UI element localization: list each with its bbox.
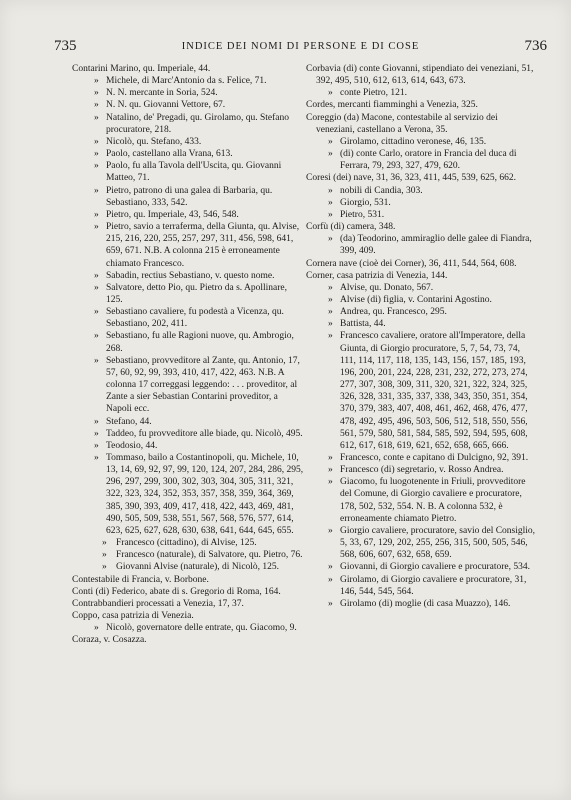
index-entry bbox=[72, 610, 304, 622]
ditto-mark: » bbox=[94, 88, 99, 99]
index-entry bbox=[306, 476, 538, 525]
entry-text: Corner, casa patrizia di Venezia, 144. bbox=[306, 270, 448, 281]
ditto-mark: » bbox=[94, 307, 99, 318]
index-entry bbox=[306, 233, 538, 257]
ditto-mark: » bbox=[328, 525, 333, 536]
ditto-mark: » bbox=[102, 550, 107, 561]
entry-text: Giovanni Alvise (naturale), di Nicolò, 125. bbox=[116, 562, 280, 573]
ditto-mark: » bbox=[94, 112, 99, 123]
entry-text: Michele, di Marc'Antonio da s. Felice, 71. bbox=[106, 76, 267, 87]
entry-text: Teodosio, 44. bbox=[106, 440, 158, 451]
entry-text: Girolamo, cittadino veronese, 46, 135. bbox=[340, 136, 487, 147]
index-entry bbox=[72, 634, 304, 646]
index-entry bbox=[72, 148, 304, 160]
index-entry bbox=[72, 355, 304, 416]
index-entry bbox=[306, 282, 538, 294]
index-entry bbox=[72, 452, 304, 537]
page-number-right: 736 bbox=[524, 38, 547, 54]
entry-text: (di) conte Carlo, oratore in Francia del duca di Ferrara, 79, 293, 327, 479, 620. bbox=[340, 149, 517, 172]
index-entry bbox=[72, 185, 304, 209]
index-entry bbox=[306, 525, 538, 561]
ditto-mark: » bbox=[328, 209, 333, 220]
entry-text: Contestabile di Francia, v. Borbone. bbox=[72, 574, 209, 585]
entry-text: Paolo, castellano alla Vrana, 613. bbox=[106, 149, 233, 160]
entry-text: Tommaso, bailo a Costantinopoli, qu. Michele, 10, 13, 14, 69, 92, 97, 99, 120, 124, 207, 284, 286, 295, 296, 297, 299, 300, 302, 303, 304, 305, 311, 321, 322, 323, 324, 352, 353, 357, 358, 359, 364, 369, 385, 390, 393, 409, 417, 418, 422, 443, 469, 481, 490, 505, 509, 538, 551, 567, 568, 576, 577, 614, 623, 625, 627, 628, 630, 638, 641, 644, 645, 655. bbox=[106, 453, 304, 536]
index-entry bbox=[306, 185, 538, 197]
entry-text: Stefano, 44. bbox=[106, 416, 152, 427]
ditto-mark: » bbox=[328, 477, 333, 488]
entry-text: Cornera nave (cioè dei Corner), 36, 411, 544, 564, 608. bbox=[306, 258, 517, 269]
index-entry bbox=[72, 574, 304, 586]
ditto-mark: » bbox=[94, 100, 99, 111]
ditto-mark: » bbox=[328, 319, 333, 330]
entry-text: Pietro, 531. bbox=[340, 209, 385, 220]
entry-text: Giovanni, di Giorgio cavaliere e procuratore, 534. bbox=[340, 562, 531, 573]
index-entry bbox=[306, 148, 538, 172]
ditto-mark: » bbox=[328, 453, 333, 463]
entry-text: N. N. qu. Giovanni Vettore, 67. bbox=[106, 100, 226, 111]
index-entry bbox=[306, 112, 538, 136]
page-header bbox=[54, 38, 547, 56]
entry-text: Francesco cavaliere, oratore all'Imperatore, della Giunta, di Giorgio procuratore, 5, 7, 54, 73, 74, 111, 114, 117, 118, 135, 143, 156, 157, 185, 193, 196, 200, 201, 224, 228, 231, 232, 272, 273, 274, 277, 307, 308, 309, 311, 320, 321, 322, 324, 325, 326, 328, 331, 335, 337, 338, 343, 350, 351, 354, 370, 379, 383, 407, 408, 461, 462, 468, 476, 477, 478, 492, 495, 496, 503, 506, 512, 518, 550, 556, 561, 579, 580, 581, 584, 585, 592, 594, 595, 608, 612, 617, 618, 619, 621, 652, 658, 665, 666. bbox=[340, 331, 528, 451]
index-entry bbox=[72, 561, 304, 573]
entry-text: Conti (di) Federico, abate di s. Gregorio di Roma, 164. bbox=[72, 586, 281, 597]
index-entry bbox=[306, 318, 538, 330]
ditto-mark: » bbox=[94, 270, 99, 281]
index-entry bbox=[72, 598, 304, 610]
ditto-mark: » bbox=[328, 331, 333, 342]
entry-text: Alvise (di) figlia, v. Contarini Agostino. bbox=[340, 294, 492, 305]
index-entry bbox=[306, 561, 538, 573]
ditto-mark: » bbox=[328, 234, 333, 245]
index-entry bbox=[72, 63, 304, 75]
entry-text: Francesco, conte e capitano di Dulcigno, 92, 391. bbox=[340, 453, 529, 463]
index-entry bbox=[72, 221, 304, 270]
entry-text: Alvise, qu. Donato, 567. bbox=[340, 282, 434, 293]
ditto-mark: » bbox=[328, 136, 333, 147]
index-entry bbox=[72, 306, 304, 330]
ditto-mark: » bbox=[328, 574, 333, 585]
ditto-mark: » bbox=[328, 465, 333, 476]
index-entry bbox=[306, 452, 538, 464]
entry-text: Girolamo, di Giorgio cavaliere e procuratore, 31, 146, 544, 545, 564. bbox=[340, 574, 527, 597]
index-entry bbox=[306, 99, 538, 111]
index-entry bbox=[72, 87, 304, 99]
index-entry bbox=[72, 270, 304, 282]
index-entry bbox=[306, 197, 538, 209]
page-number-left: 735 bbox=[54, 38, 77, 54]
entry-text: Coresi (dei) nave, 31, 36, 323, 411, 445, 539, 625, 662. bbox=[306, 173, 516, 184]
ditto-mark: » bbox=[94, 623, 99, 634]
ditto-mark: » bbox=[94, 428, 99, 439]
entry-text: Taddeo, fu provveditore alle biade, qu. Nicolò, 495. bbox=[106, 428, 303, 439]
ditto-mark: » bbox=[94, 440, 99, 451]
ditto-mark: » bbox=[94, 185, 99, 196]
index-entry bbox=[72, 440, 304, 452]
entry-text: conte Pietro, 121. bbox=[340, 88, 408, 99]
entry-text: Giacomo, fu luogotenente in Friuli, provveditore del Comune, di Giorgio cavaliere e procuratore, 178, 502, 532, 554. N. B. A colonna 532, è erroneamente chiamato Pietro. bbox=[340, 477, 526, 524]
index-entry bbox=[306, 306, 538, 318]
entry-text: Pietro, qu. Imperiale, 43, 546, 548. bbox=[106, 209, 239, 220]
index-entry bbox=[306, 172, 538, 184]
ditto-mark: » bbox=[328, 294, 333, 305]
ditto-mark: » bbox=[328, 197, 333, 208]
index-entry bbox=[306, 87, 538, 99]
entry-text: (da) Teodorino, ammiraglio delle galee di Fiandra, 399, 409. bbox=[340, 234, 532, 257]
index-entry bbox=[306, 209, 538, 221]
entry-text: Nicolò, qu. Stefano, 433. bbox=[106, 136, 202, 147]
index-entry bbox=[72, 75, 304, 87]
entry-text: Salvatore, detto Pio, qu. Pietro da s. Apollinare, 125. bbox=[106, 282, 288, 305]
entry-text: Francesco (naturale), di Salvatore, qu. Pietro, 76. bbox=[116, 550, 303, 561]
index-entry bbox=[306, 63, 538, 87]
ditto-mark: » bbox=[94, 161, 99, 172]
ditto-mark: » bbox=[328, 149, 333, 160]
ditto-mark: » bbox=[328, 307, 333, 318]
entry-text: Francesco (di) segretario, v. Rosso Andrea. bbox=[340, 465, 504, 476]
index-entry bbox=[306, 330, 538, 452]
ditto-mark: » bbox=[94, 136, 99, 147]
index-entry bbox=[72, 537, 304, 549]
entry-text: Coppo, casa patrizia di Venezia. bbox=[72, 611, 194, 622]
index-entry bbox=[306, 221, 538, 233]
entry-text: Contrabbandieri processati a Venezia, 17, 37. bbox=[72, 598, 244, 609]
entry-text: Sebastiano, fu alle Ragioni nuove, qu. Ambrogio, 268. bbox=[106, 331, 294, 354]
entry-text: Contarini Marino, qu. Imperiale, 44. bbox=[72, 64, 211, 74]
ditto-mark: » bbox=[328, 185, 333, 196]
entry-text: Francesco (cittadino), di Alvise, 125. bbox=[116, 538, 257, 549]
ditto-mark: » bbox=[102, 538, 107, 549]
index-entry bbox=[72, 416, 304, 428]
index-entry bbox=[306, 258, 538, 270]
entry-text: Cordes, mercanti fiamminghi a Venezia, 325. bbox=[306, 100, 478, 111]
ditto-mark: » bbox=[328, 598, 333, 609]
ditto-mark: » bbox=[94, 222, 99, 233]
index-entry bbox=[72, 209, 304, 221]
index-entry bbox=[72, 282, 304, 306]
entry-text: Battista, 44. bbox=[340, 319, 386, 330]
index-entry bbox=[72, 622, 304, 634]
index-entry bbox=[72, 112, 304, 136]
ditto-mark: » bbox=[328, 88, 333, 99]
index-entry bbox=[72, 549, 304, 561]
entry-text: Coraza, v. Cosazza. bbox=[72, 635, 147, 646]
index-entry bbox=[306, 574, 538, 598]
ditto-mark: » bbox=[94, 355, 99, 366]
index-entry bbox=[306, 294, 538, 306]
index-entry bbox=[72, 99, 304, 111]
index-entry bbox=[306, 136, 538, 148]
entry-text: nobili di Candia, 303. bbox=[340, 185, 423, 196]
running-title: INDICE DEI NOMI DI PERSONE E DI COSE bbox=[181, 41, 420, 52]
entry-text: Pietro, savio a terraferma, della Giunta, qu. Alvise, 215, 216, 220, 255, 257, 297, 311, 456, 598, 641, 659, 671. N.B. A colonna 215 è erroneamente chiamato Francesco. bbox=[106, 222, 300, 269]
index-entry bbox=[306, 270, 538, 282]
ditto-mark: » bbox=[94, 416, 99, 427]
entry-text: Corfù (di) camera, 348. bbox=[306, 222, 396, 233]
ditto-mark: » bbox=[94, 149, 99, 160]
ditto-mark: » bbox=[94, 76, 99, 87]
entry-text: Sebastiano cavaliere, fu podestà a Vicenza, qu. Sebastiano, 202, 411. bbox=[106, 307, 284, 330]
ditto-mark: » bbox=[328, 282, 333, 293]
entry-text: Corbavia (di) conte Giovanni, stipendiato dei veneziani, 51, 392, 495, 510, 612, 613, 614, 643, 673. bbox=[306, 64, 534, 87]
index-entry bbox=[72, 428, 304, 440]
ditto-mark: » bbox=[94, 282, 99, 293]
entry-text: Giorgio, 531. bbox=[340, 197, 391, 208]
entry-text: Nicolò, governatore delle entrate, qu. Giacomo, 9. bbox=[106, 623, 297, 634]
ditto-mark: » bbox=[94, 331, 99, 342]
index-entry bbox=[72, 586, 304, 598]
entry-text: Coreggio (da) Macone, contestabile al servizio dei veneziani, castellano a Verona, 35. bbox=[306, 112, 498, 135]
left-column bbox=[72, 63, 304, 647]
index-entry bbox=[306, 464, 538, 476]
index-entry bbox=[306, 598, 538, 610]
entry-text: Natalino, de' Pregadi, qu. Girolamo, qu. Stefano procuratore, 218. bbox=[106, 112, 289, 135]
ditto-mark: » bbox=[94, 453, 99, 463]
index-entry bbox=[72, 330, 304, 354]
right-column bbox=[306, 63, 538, 610]
entry-text: Pietro, patrono di una galea di Barbaria, qu. Sebastiano, 333, 542. bbox=[106, 185, 273, 208]
entry-text: N. N. mercante in Soria, 524. bbox=[106, 88, 218, 99]
ditto-mark: » bbox=[328, 562, 333, 573]
entry-text: Paolo, fu alla Tavola dell'Uscita, qu. Giovanni Matteo, 71. bbox=[106, 161, 282, 184]
index-entry bbox=[72, 136, 304, 148]
ditto-mark: » bbox=[102, 562, 107, 573]
entry-text: Sabadin, rectius Sebastiano, v. questo nome. bbox=[106, 270, 275, 281]
index-entry bbox=[72, 160, 304, 184]
entry-text: Sebastiano, provveditore al Zante, qu. Antonio, 17, 57, 60, 92, 99, 393, 410, 417, 422, 463. N.B. A colonna 17 correggasi leggendo: . . . proveditor, al Zante a sier Sebastian Contarini proveditor, a Napoli ecc. bbox=[106, 355, 300, 415]
entry-text: Giorgio cavaliere, procuratore, savio del Consiglio, 5, 33, 67, 129, 202, 255, 256, 315, 500, 505, 546, 568, 606, 607, 632, 658, 659. bbox=[340, 525, 536, 561]
entry-text: Girolamo (di) moglie (di casa Muazzo), 146. bbox=[340, 598, 511, 609]
ditto-mark: » bbox=[94, 209, 99, 220]
entry-text: Andrea, qu. Francesco, 295. bbox=[340, 307, 447, 318]
